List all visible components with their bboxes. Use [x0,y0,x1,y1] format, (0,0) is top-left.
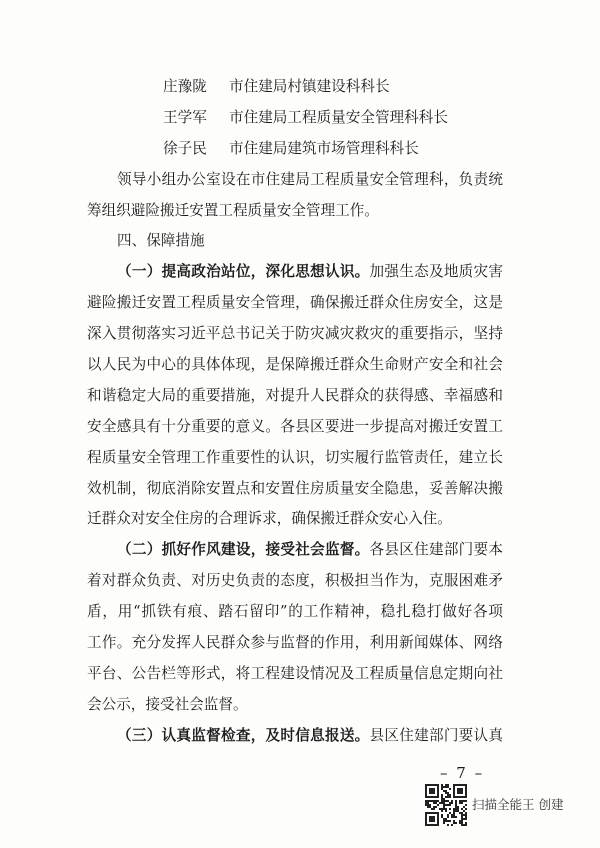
paragraph-line: 会公示，接受社会监督。 [87,695,248,713]
scanner-watermark [425,784,585,828]
document-body [87,72,503,752]
scanner-app-label: 扫描全能王 创建 [472,797,564,812]
member-name: 王学军 [163,108,207,126]
member-row [87,72,503,103]
measure-first-line [87,721,503,752]
member-title: 市住建局村镇建设科科长 [229,78,390,95]
paragraph-line: 安全感具有十分重要的意义。各县区要进一步提高对搬迁安置工 [87,417,503,435]
measure-heading: （一）提高政治站位，深化思想认识。 [117,263,370,281]
member-name: 庄豫陇 [163,78,207,95]
paragraph-line: 避险搬迁安置工程质量安全管理，确保搬迁群众住房安全，这是 [87,294,503,312]
measure-lead-text: 各县区住建部门要本 [369,541,503,559]
paragraph-line: 效机制，彻底消除安置点和安置住房质量安全隐患，妥善解决搬 [87,479,503,497]
member-row [87,103,503,134]
measure-heading: （二）抓好作风建设，接受社会监督。 [117,541,370,559]
member-title: 市住建局工程质量安全管理科科长 [229,108,448,126]
paragraph-line: 领导小组办公室设在市住建局工程质量安全管理科，负责统 [117,170,503,188]
paragraph-line: 迁群众对安全住房的合理诉求，确保搬迁群众安心入住。 [87,510,452,528]
paragraph-line: 筹组织避险搬迁安置工程质量安全管理工作。 [87,201,379,219]
paragraph-line: 程质量安全管理工作重要性的认识，切实履行监管责任，建立长 [87,448,503,466]
paragraph-line: 深入贯彻落实习近平总书记关于防灾减灾救灾的重要指示，坚持 [87,325,503,343]
paragraph-line: 和谐稳定大局的重要措施，对提升人民群众的获得感、幸福感和 [87,386,503,404]
measure-first-line [87,535,503,566]
measure-lead-text: 县区住建部门要认真 [369,726,503,744]
member-row [87,134,503,165]
measure-lead-text: 加强生态及地质灾害 [369,263,503,281]
member-title: 市住建局建筑市场管理科科长 [229,139,419,157]
member-name: 徐子民 [163,139,207,157]
qr-code-icon [425,784,467,826]
paragraph-line: 着对群众负责、对历史负责的态度，积极担当作为，克服困难矛 [87,572,503,590]
section-heading: 四、保障措施 [117,232,205,250]
paragraph-line: 平台、公告栏等形式，将工程建设情况及工程质量信息定期向社 [87,664,503,682]
measure-first-line [87,257,503,288]
paragraph-line: 工作。充分发挥人民群众参与监督的作用，利用新闻媒体、网络 [87,634,503,652]
measure-heading: （三）认真监督检查，及时信息报送。 [117,726,370,744]
page-number: – 7 – [440,764,485,782]
paragraph-line: 以人民为中心的具体体现，是保障搬迁群众生命财产安全和社会 [87,356,503,374]
paragraph-line: 盾，用“抓铁有痕、踏石留印”的工作精神，稳扎稳打做好各项 [87,603,503,621]
